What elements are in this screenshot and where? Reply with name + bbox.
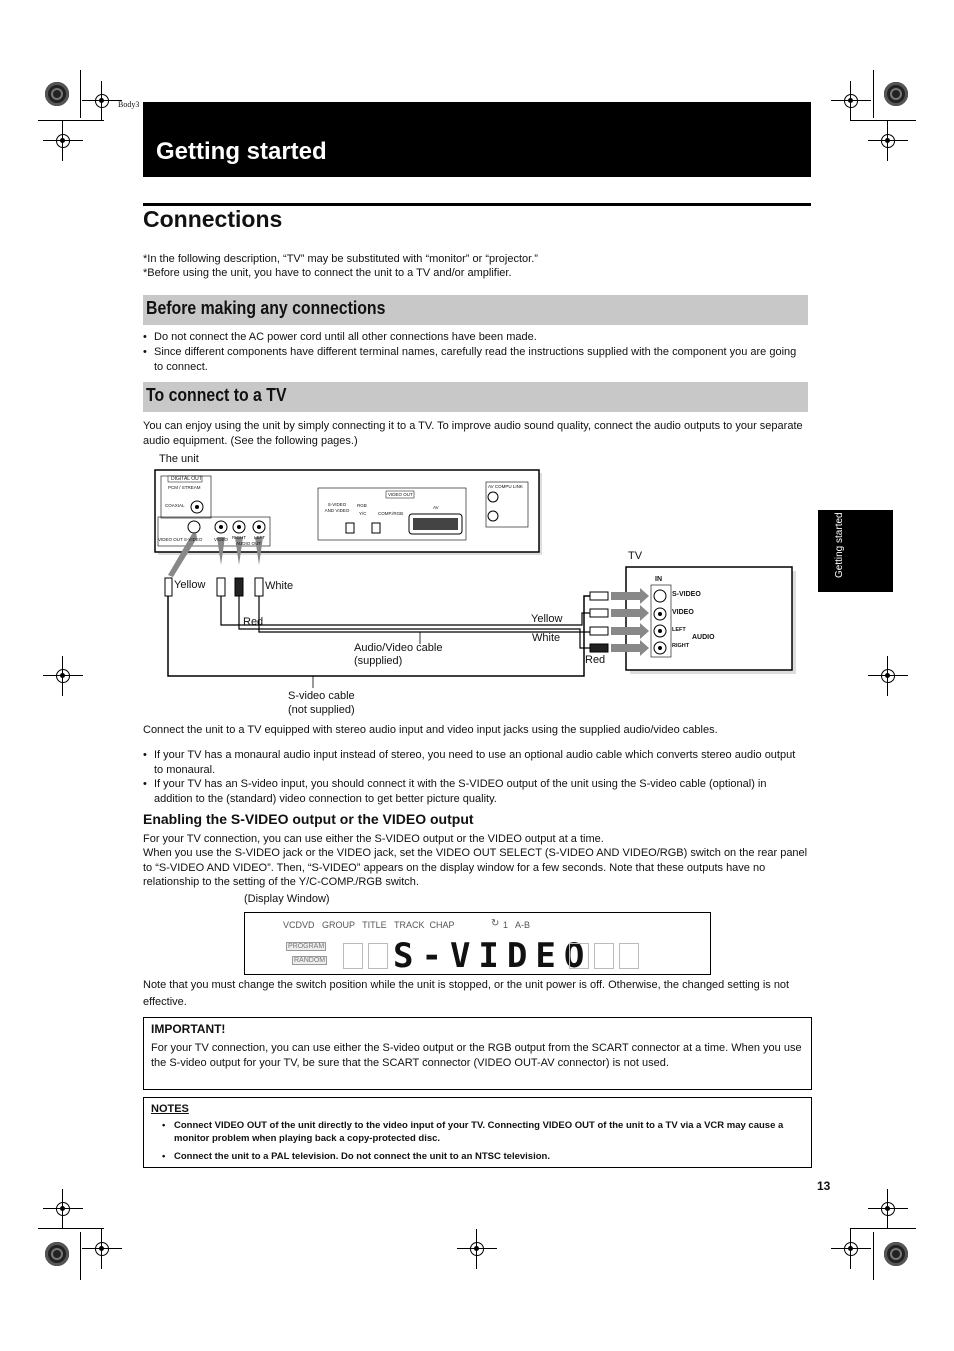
display-segment — [569, 943, 589, 969]
registration-mark — [43, 656, 83, 696]
panel-label: RIGHT — [232, 535, 246, 540]
registration-mark — [82, 81, 122, 121]
white-label-unit: White — [265, 580, 294, 592]
reel-mark — [45, 82, 69, 106]
crop-line — [38, 1228, 104, 1229]
page-code: Body3 — [118, 100, 140, 109]
display-segment — [594, 943, 614, 969]
panel-label: AV COMPU LINK — [488, 484, 523, 489]
unit-label: The unit — [159, 453, 199, 465]
registration-mark — [868, 1189, 908, 1229]
page-number: 13 — [817, 1179, 831, 1193]
registration-mark — [868, 121, 908, 161]
svideo-heading: Enabling the S-VIDEO output or the VIDEO output — [143, 811, 474, 827]
tv-left-plug — [590, 627, 608, 635]
registration-mark — [831, 1229, 871, 1269]
red-label-tv: Red — [585, 654, 606, 666]
panel-label: VIDEO — [214, 537, 229, 542]
panel-label: IN — [655, 576, 662, 583]
panel-label: RGB — [357, 503, 367, 508]
important-title: IMPORTANT! — [151, 1022, 226, 1036]
important-text: For your TV connection, you can use either the S-video output or the RGB output from the SCART connector at a time. When you use the S-video output for your TV, be sure that the SCART connector (VIDEO OUT-AV connector) is not used. — [151, 1042, 802, 1069]
intro-line-1: *In the following description, “TV” may be substituted with “monitor” or “projector.” — [143, 253, 538, 265]
crop-line — [850, 120, 916, 121]
coaxial-jack-center — [195, 505, 199, 509]
display-repeat: 1 A-B — [503, 920, 531, 930]
tv-label: TV — [628, 550, 643, 562]
panel-label: AV — [433, 505, 439, 510]
section-heading-tv — [143, 382, 808, 412]
connection-diagram — [150, 466, 800, 688]
important-box — [143, 1017, 812, 1090]
tv-video-plug — [590, 609, 608, 617]
section-heading-before — [143, 295, 808, 325]
tv-svideo-plug — [590, 592, 608, 600]
panel-label: Y/C — [359, 511, 367, 516]
panel-label: VIDEO OUT — [388, 492, 413, 497]
repeat-icon: ↻ — [491, 918, 500, 929]
yellow-label-unit: Yellow — [174, 579, 206, 591]
page-title: Connections — [143, 206, 283, 232]
panel-label: PCM / STREAM — [168, 485, 201, 490]
registration-mark — [43, 1189, 83, 1229]
registration-mark — [868, 656, 908, 696]
chapter-title: Getting started — [156, 138, 327, 165]
svideo-cable-note: (not supplied) — [288, 704, 355, 716]
display-segment — [343, 943, 363, 969]
crop-line — [873, 1232, 874, 1280]
display-text: S-VIDEO — [393, 936, 593, 976]
red-label-unit: Red — [243, 616, 264, 628]
panel-label: COMP./RGB — [378, 511, 404, 516]
list-item: • If your TV has a monaural audio input instead of stereo, you need to use an optional audio cable which converts stereo audio output to monaural. — [143, 749, 796, 776]
unit-video-plug — [217, 578, 225, 596]
panel-label: S-VIDEO — [672, 591, 701, 598]
display-indicators: VCDVD GROUP TITLE TRACK CHAP — [283, 920, 455, 930]
svideo-note: Note that you must change the switch position while the unit is stopped, or the unit power is off. Otherwise, the changed setting is not effective. — [143, 979, 790, 1008]
panel-label: VIDEO OUT S-VIDEO — [158, 537, 203, 542]
tv-intro: You can enjoy using the unit by simply connecting it to a TV. To improve audio sound quality, connect the audio outputs to your separate audio equipment. (See the following pages.) — [143, 420, 803, 447]
yellow-label-tv: Yellow — [531, 613, 563, 625]
notes-box: NOTES • Connect VIDEO OUT of the unit directly to the video input of your TV. Connecting VIDEO OUT of the unit to a TV via a VCR may cause a monitor problem when playing back a copy-protected disc. • Connect the unit to a PAL television. Do not connect the unit to an NTSC television. — [143, 1097, 812, 1168]
crop-line — [850, 1228, 916, 1229]
section-heading-before-text: Before making any connections — [146, 298, 386, 318]
registration-mark — [43, 121, 83, 161]
panel-label: LEFT — [254, 535, 266, 540]
scart-pins — [413, 518, 458, 530]
side-tab-label: Getting started — [834, 512, 845, 578]
list-item: • If your TV has an S-video input, you should connect it with the S-VIDEO output of the unit using the S-video cable (optional) in addition to the (standard) video connection to get better picture quality. — [143, 778, 767, 805]
registration-mark — [457, 1229, 497, 1269]
svideo-cable-label: S-video cable — [288, 690, 355, 702]
panel-label: DIGITAL OUT — [171, 476, 202, 482]
list-item: • Do not connect the AC power cord until all other connections have been made. — [143, 331, 537, 343]
intro-line-2: *Before using the unit, you have to connect the unit to a TV and/or amplifier. — [143, 267, 512, 279]
display-segment — [619, 943, 639, 969]
yc-comp-switch — [372, 523, 380, 533]
panel-label: COAXIAL — [165, 503, 185, 508]
panel-label: LEFT — [672, 627, 686, 633]
reel-mark — [45, 1242, 69, 1266]
display-window — [244, 912, 711, 975]
panel-label: AUDIO OUT — [236, 541, 262, 546]
svideo-line-1: For your TV connection, you can use either the S-VIDEO output or the VIDEO output at a time. — [143, 833, 604, 845]
tv-right-plug — [590, 644, 608, 652]
notes-title: NOTES — [151, 1103, 189, 1115]
panel-label: VIDEO — [672, 609, 694, 616]
section-heading-tv-text: To connect to a TV — [146, 385, 287, 405]
side-tab — [818, 510, 893, 592]
reel-mark — [884, 82, 908, 106]
display-window-label: (Display Window) — [244, 893, 330, 905]
av-cable-label: Audio/Video cable — [354, 642, 443, 654]
crop-line — [38, 120, 104, 121]
list-item: • Since different components have different terminal names, carefully read the instructions supplied with the component you are going to connect. — [143, 346, 797, 373]
crop-line — [80, 1232, 81, 1280]
display-segment — [368, 943, 388, 969]
unit-left-plug — [255, 578, 263, 596]
crop-line — [873, 70, 874, 118]
white-label-tv: White — [532, 632, 561, 644]
registration-mark — [82, 1229, 122, 1269]
video-select-switch — [346, 523, 354, 533]
random-indicator: RANDOM — [294, 957, 326, 964]
unit-svideo-plug — [165, 578, 172, 596]
tv-after-text: Connect the unit to a TV equipped with stereo audio input and video input jacks using the supplied audio/video cables. — [143, 724, 718, 736]
unit-right-plug — [235, 578, 243, 596]
registration-mark — [831, 81, 871, 121]
crop-line — [80, 70, 81, 118]
panel-label: S-VIDEO AND VIDEO — [324, 502, 350, 513]
panel-label: RIGHT — [672, 643, 690, 649]
reel-mark — [884, 1242, 908, 1266]
panel-label: AUDIO — [692, 634, 715, 641]
program-indicator: PROGRAM — [288, 943, 325, 950]
svideo-paragraph: When you use the S-VIDEO jack or the VIDEO jack, set the VIDEO OUT SELECT (S-VIDEO AND VIDEO/RGB) switch on the rear panel to “S-VIDEO AND VIDEO”. Then, “S-VIDEO” appears on the display window for a few seconds. Note that these outputs have no relationship to the setting of the Y/C-COMP./RGB switch. — [143, 847, 808, 888]
av-cable-note: (supplied) — [354, 655, 403, 667]
